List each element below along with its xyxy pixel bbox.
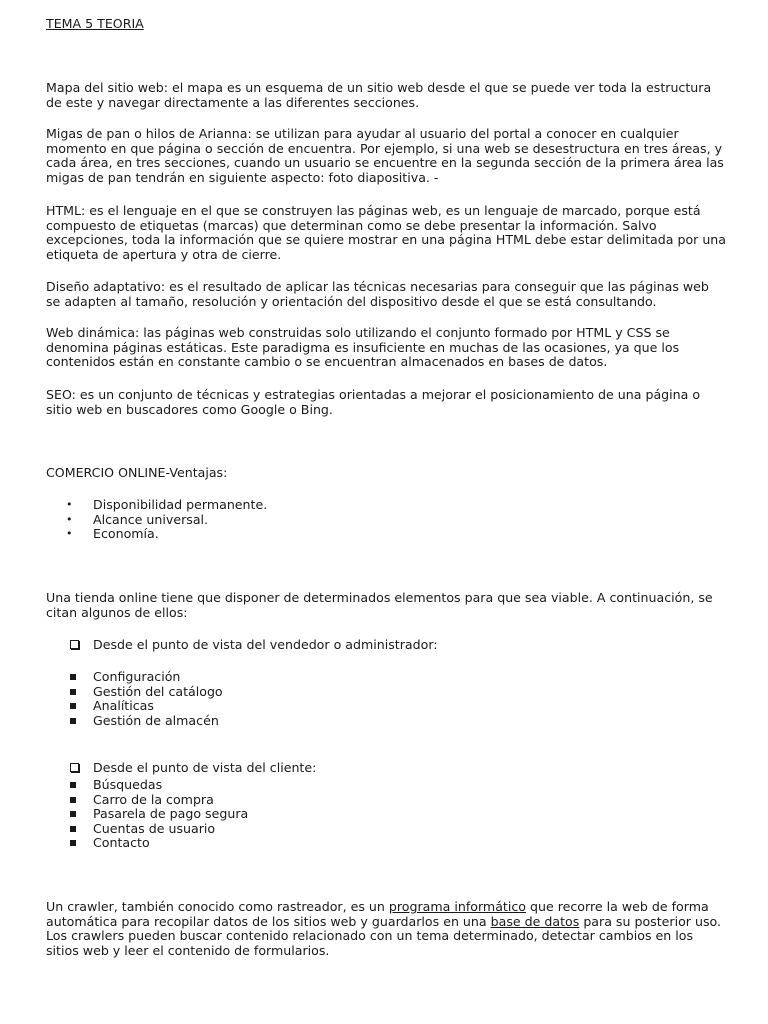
crawler-text: que recorre la web de forma automática para recopilar datos de los sitios web y guardarlos en una <box>46 899 709 929</box>
paragraph-mapa-sitio: Mapa del sitio web: el mapa es un esquema de un sitio web desde el que se puede ver toda la estructura de este y navegar directamente a las diferentes secciones. <box>46 80 712 110</box>
link-base-de-datos[interactable]: base de datos <box>490 913 580 929</box>
vendedor-list <box>46 670 726 728</box>
list-item: • Economía. <box>46 527 726 542</box>
list-item: • Alcance universal. <box>46 513 726 528</box>
list-item: Configuración <box>46 670 726 685</box>
list-item: Pasarela de pago segura <box>46 807 726 822</box>
paragraph-web-dinamica: Web dinámica: las páginas web construidas solo utilizando el conjunto formado por HTML y CSS se denomina páginas estáticas. Este paradigma es insuficiente en muchas de las ocasiones, ya que los contenidos están en constante cambio o se encuentran almacenados en bases de datos. <box>46 325 680 370</box>
paragraph-seo: SEO: es un conjunto de técnicas y estrategias orientadas a mejorar el posicionamiento de una página o sitio web en buscadores como Google o Bing. <box>46 387 701 417</box>
ventajas-list <box>46 498 726 542</box>
list-item: Carro de la compra <box>46 793 726 808</box>
vendedor-heading-label: Desde el punto de vista del vendedor o administrador: <box>93 637 438 652</box>
list-item: Gestión del catálogo <box>46 685 726 700</box>
paragraph-migas-de-pan: Migas de pan o hilos de Arianna: se utilizan para ayudar al usuario del portal a conocer en cualquier momento en que página o sección de encuentra. Por ejemplo, si una web se desestructura en tres áreas, y cada área, en tres secciones, cuando un usuario se encuentre en la segunda sección de la primera área las migas de pan tendrán en siguiente aspecto: foto diapositiva. - <box>46 126 724 185</box>
document-title: TEMA 5 TEORIA <box>46 16 144 31</box>
cliente-heading <box>46 761 768 776</box>
crawler-text: Un crawler, también conocido como rastreador, es un <box>46 899 389 914</box>
comercio-heading: COMERCIO ONLINE-Ventajas: <box>46 465 228 480</box>
paragraph-crawler <box>46 900 726 958</box>
list-item: Gestión de almacén <box>46 714 726 729</box>
checkbox-bullet-icon <box>70 640 79 649</box>
crawler-text: para su posterior uso. Los crawlers pueden buscar contenido relacionado con un tema determinado, detectar cambios en los sitios web y leer el contenido de formularios. <box>46 913 722 958</box>
tienda-intro: Una tienda online tiene que disponer de determinados elementos para que sea viable. A continuación, se citan algunos de ellos: <box>46 590 713 620</box>
list-item: Contacto <box>46 836 726 851</box>
paragraph-html: HTML: es el lenguaje en el que se construyen las páginas web, es un lenguaje de marcado, porque está compuesto de etiquetas (marcas) que determinan como se debe presentar la información. Salvo excepciones, toda la información que se quiere mostrar en una página HTML debe estar delimitada por una etiqueta de apertura y otra de cierre. <box>46 203 727 262</box>
cliente-list <box>46 778 726 851</box>
link-programa-informatico[interactable]: programa informático <box>388 899 526 914</box>
paragraph-diseno-adaptativo: Diseño adaptativo: es el resultado de aplicar las técnicas necesarias para conseguir que las páginas web se adapten al tamaño, resolución y orientación del dispositivo desde el que se está consultando. <box>46 279 709 309</box>
list-item: Cuentas de usuario <box>46 822 726 837</box>
checkbox-bullet-icon <box>70 763 79 772</box>
cliente-heading-label: Desde el punto de vista del cliente: <box>93 759 317 775</box>
list-item: • Disponibilidad permanente. <box>46 498 726 513</box>
vendedor-heading <box>46 638 768 653</box>
document-page <box>46 0 727 958</box>
list-item: Analíticas <box>46 699 726 714</box>
list-item: Búsquedas <box>46 778 726 793</box>
